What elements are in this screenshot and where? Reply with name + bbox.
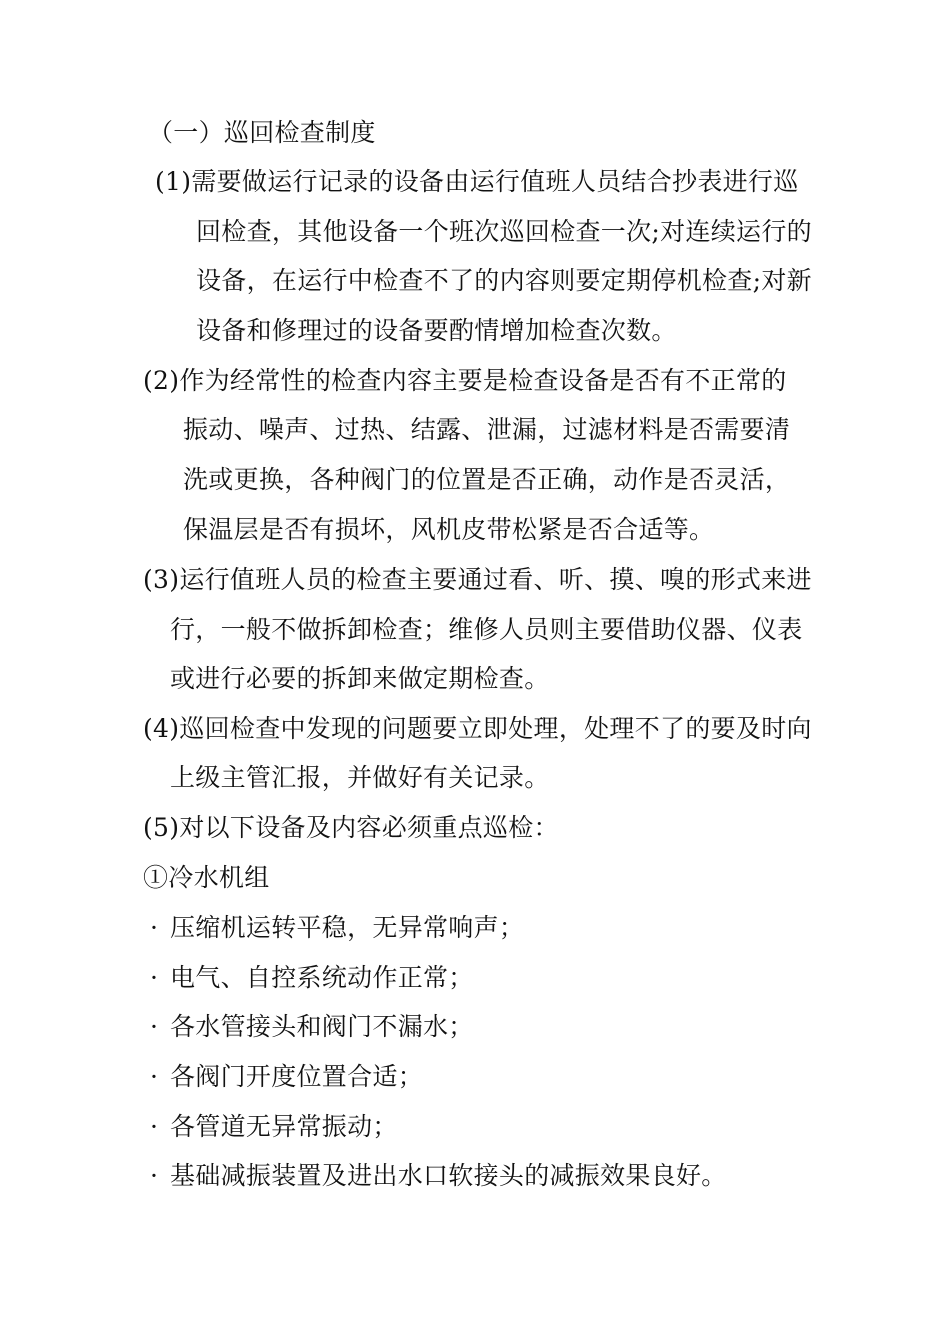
bullet-marker: · [150,1112,158,1141]
bullet-item-1: 压缩机运转平稳，无异常响声； [170,913,525,942]
item-4-line-2: 上级主管汇报，并做好有关记录。 [170,763,550,792]
item-1-line-4: 设备和修理过的设备要酌情增加检查次数。 [196,316,677,345]
bullet-item-4: 各阀门开度位置合适； [170,1062,424,1091]
bullet-item-6: 基础减振装置及进出水口软接头的减振效果良好。 [170,1161,727,1190]
item-2-line-1: (2)作为经常性的检查内容主要是检查设备是否有不正常的 [143,366,787,395]
subheading-chiller-unit: ①冷水机组 [143,863,270,892]
item-3-line-3: 或进行必要的拆卸来做定期检查。 [170,664,550,693]
item-1-line-2: 回检查，其他设备一个班次巡回检查一次;对连续运行的 [196,217,812,246]
bullet-item-5: 各管道无异常振动； [170,1112,398,1141]
item-1-line-3: 设备，在运行中检查不了的内容则要定期停机检查;对新 [196,266,812,295]
item-4-line-1: (4)巡回检查中发现的问题要立即处理，处理不了的要及时向 [143,714,812,743]
item-2-line-2: 振动、噪声、过热、结露、泄漏，过滤材料是否需要清 [183,415,791,444]
item-3-line-1: (3)运行值班人员的检查主要通过看、听、摸、嗅的形式来进 [143,565,812,594]
section-title: （一）巡回检查制度 [148,118,376,147]
item-1-line-1: (1)需要做运行记录的设备由运行值班人员结合抄表进行巡 [155,167,799,196]
bullet-marker: · [150,1012,158,1041]
item-2-line-4: 保温层是否有损坏，风机皮带松紧是否合适等。 [183,515,715,544]
bullet-marker: · [150,1062,158,1091]
item-3-line-2: 行，一般不做拆卸检查；维修人员则主要借助仪器、仪表 [170,615,803,644]
bullet-item-2: 电气、自控系统动作正常； [170,963,474,992]
bullet-marker: · [150,963,158,992]
bullet-item-3: 各水管接头和阀门不漏水； [170,1012,474,1041]
item-5-line-1: (5)对以下设备及内容必须重点巡检： [143,813,559,842]
item-2-line-3: 洗或更换，各种阀门的位置是否正确，动作是否灵活， [183,465,791,494]
bullet-marker: · [150,913,158,942]
bullet-marker: · [150,1161,158,1190]
